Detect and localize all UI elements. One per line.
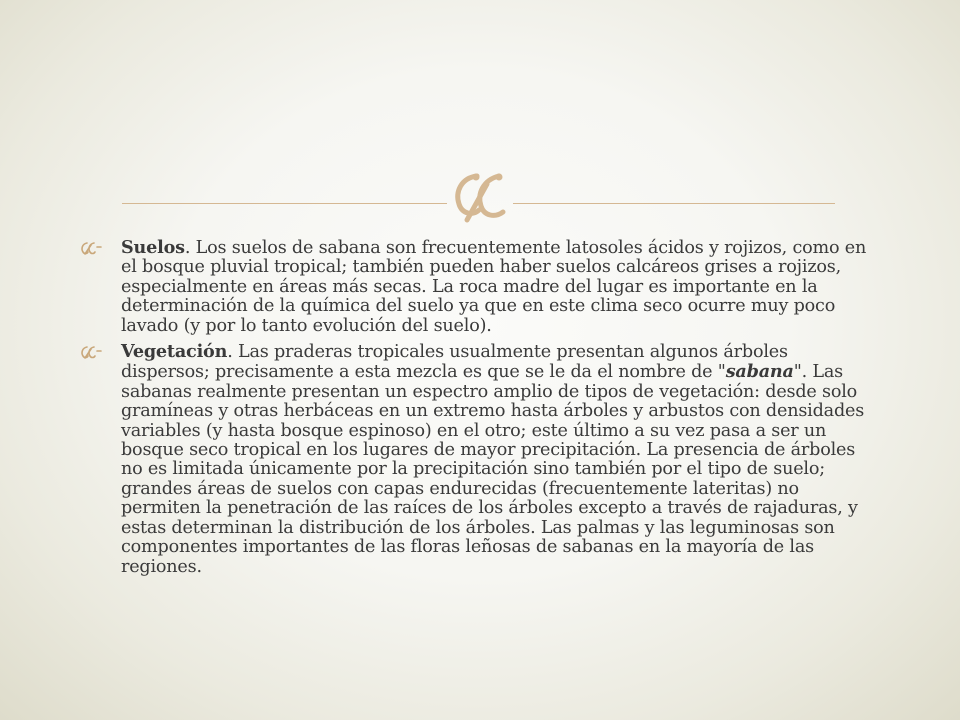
paragraph-vegetacion-part-b: ". Las sabanas realmente presentan un espectro amplio de tipos de vegetación: desde solo gramíneas y otras herbáceas en un extremo hasta árboles y arbustos con densidades variables (y hasta bosque espinoso) en el otro; este último a su vez pasa a ser un bosque seco tropical en los lugares de mayor precipitación. La presencia de árboles no es limitada únicamente por la precipitación sino también por el tipo de suelo; grandes áreas de suelos con capas endurecidas (frecuentemente lateritas) no permiten la penetración de las raíces de los árboles excepto a través de rajaduras, y estas determinan la distribución de los árboles. Las palmas y las leguminosas son componentes importantes de las floras leñosas de sabanas en la mayoría de las regiones.	[121, 362, 865, 577]
divider-right	[513, 203, 835, 204]
term-vegetacion: Vegetación	[121, 341, 228, 363]
quote-bullet-icon	[80, 241, 102, 255]
divider-left	[122, 203, 447, 204]
list-item-suelos	[80, 238, 880, 336]
bullet-list	[80, 238, 880, 583]
term-suelos: Suelos	[121, 237, 185, 258]
list-item-vegetacion	[80, 342, 880, 577]
double-quote-ornament-icon	[449, 168, 513, 224]
paragraph-vegetacion-part-a: . Las praderas tropicales usualmente presentan algunos árboles dispersos; precisamente a esta mezcla es que se le da el nombre de "	[121, 342, 788, 383]
paragraph-suelos: . Los suelos de sabana son frecuentemente latosoles ácidos y rojizos, como en el bosque pluvial tropical; también pueden haber suelos calcáreos grises a rojizos, especialmente en áreas más secas. La roca madre del lugar es importante en la determinación de la química del suelo ya que en este clima seco ocurre muy poco lavado (y por lo tanto evolución del suelo).	[121, 238, 867, 336]
quote-bullet-icon	[80, 345, 102, 359]
emphasis-sabana: sabana	[725, 361, 794, 383]
